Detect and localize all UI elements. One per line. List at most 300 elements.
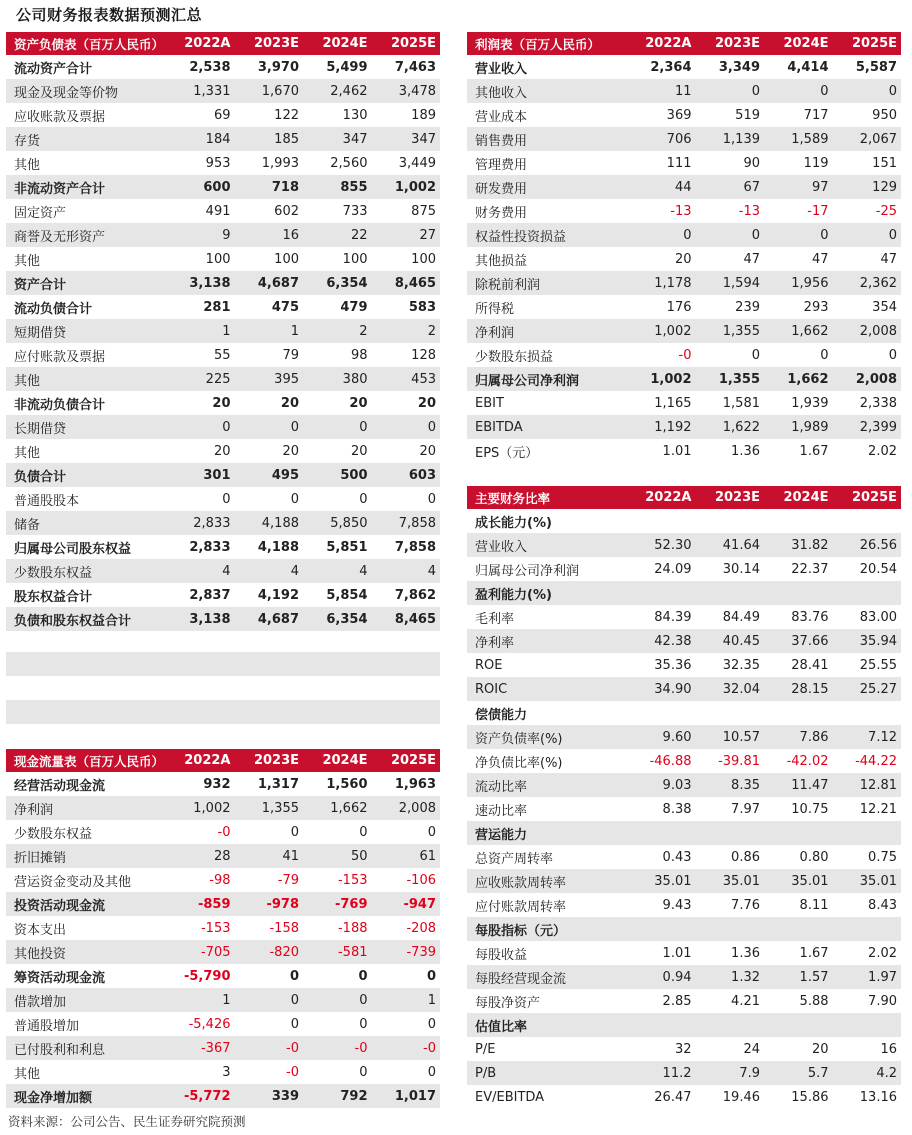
- table-cell: 3,478: [372, 79, 441, 103]
- table-row: [467, 1061, 901, 1085]
- row-label: 储备: [6, 511, 166, 535]
- table-cell: [627, 509, 696, 533]
- row-label: 净利润: [6, 796, 166, 820]
- row-label: EPS（元）: [475, 445, 539, 461]
- table-row: [467, 533, 901, 557]
- row-label: 每股经营现金流: [467, 965, 627, 989]
- table-cell: 1.01: [662, 945, 692, 961]
- table-row: [6, 319, 440, 343]
- table-cell: 0: [372, 415, 441, 439]
- table-cell: 7,858: [394, 539, 436, 555]
- table-cell: 717: [803, 107, 829, 123]
- table-cell: 1,662: [764, 319, 833, 343]
- table-cell: 100: [274, 251, 299, 267]
- row-label: 现金净增加额: [6, 1084, 166, 1108]
- table-row: [6, 892, 440, 916]
- row-label: 研发费用: [467, 175, 627, 199]
- balance-sheet-table: [6, 32, 440, 631]
- table-row: [6, 844, 440, 868]
- column-header: 2022A: [627, 486, 696, 509]
- table-cell: -158: [269, 920, 299, 936]
- table-cell: -0: [217, 824, 231, 840]
- table-cell: 84.39: [654, 609, 692, 625]
- table-cell: 1,662: [764, 367, 833, 391]
- table-cell: 347: [303, 127, 372, 151]
- row-label: 其他损益: [475, 253, 528, 269]
- row-label: 非流动资产合计: [6, 175, 166, 199]
- table-row: [467, 151, 901, 175]
- table-cell: 0: [358, 968, 368, 984]
- table-cell: 100: [342, 251, 368, 267]
- table-cell: 1,993: [261, 155, 299, 171]
- table-row: [6, 1012, 440, 1036]
- row-label: 营业收入: [467, 533, 627, 557]
- row-label: 归属母公司净利润: [475, 563, 580, 579]
- table-cell: 1,989: [764, 415, 833, 439]
- table-cell: [833, 821, 902, 845]
- row-label: 资产合计: [6, 271, 166, 295]
- table-cell: 0: [764, 79, 833, 103]
- table-cell: -367: [166, 1036, 235, 1060]
- table-row: [6, 1036, 440, 1060]
- table-row: [6, 559, 440, 583]
- table-cell: -5,426: [188, 1016, 231, 1032]
- table-cell: 2,538: [189, 59, 231, 75]
- table-cell: 2.85: [662, 993, 692, 1009]
- table-cell: [764, 509, 833, 533]
- table-cell: 83.76: [791, 609, 829, 625]
- table-cell: 20: [282, 443, 299, 459]
- row-label: 速动比率: [475, 803, 528, 819]
- table-row: [6, 199, 440, 223]
- row-label: 非流动负债合计: [14, 397, 106, 413]
- table-row: [467, 223, 901, 247]
- table-cell: 0: [427, 1016, 436, 1032]
- table-row: [6, 127, 440, 151]
- table-cell: 603: [372, 463, 441, 487]
- table-cell: 9.43: [662, 897, 692, 913]
- table-cell: 0: [751, 347, 760, 363]
- table-row: [467, 319, 901, 343]
- table-cell: 0: [696, 223, 765, 247]
- table-row: [467, 271, 901, 295]
- table-cell: 47: [880, 251, 897, 267]
- row-label: 销售费用: [467, 127, 627, 151]
- table-cell: 5,854: [326, 587, 368, 603]
- table-cell: 395: [235, 367, 304, 391]
- column-header: 2025E: [833, 486, 902, 509]
- table-cell: 354: [872, 299, 897, 315]
- table-cell: 1,017: [372, 1084, 441, 1108]
- column-header: 2024E: [764, 486, 833, 509]
- table-cell: 0.75: [868, 849, 897, 865]
- table-cell: 98: [350, 347, 368, 363]
- table-cell: 20: [213, 443, 231, 459]
- row-label: 归属母公司股东权益: [14, 541, 132, 557]
- table-cell: 4,188: [235, 511, 304, 535]
- row-label: 流动比率: [467, 773, 627, 797]
- table-cell: 35.01: [764, 869, 833, 893]
- table-cell: -0: [235, 1036, 304, 1060]
- table-cell: 189: [411, 107, 436, 123]
- table-row: [6, 487, 440, 511]
- table-cell: 52.30: [627, 533, 696, 557]
- table-cell: -5,790: [183, 968, 231, 984]
- table-header-row: [467, 32, 901, 55]
- table-row: [467, 701, 901, 725]
- table-cell: 4.21: [731, 993, 760, 1009]
- column-header: 2023E: [235, 32, 304, 55]
- table-cell: 1.67: [799, 945, 829, 961]
- table-cell: 583: [408, 299, 436, 315]
- table-cell: 4: [235, 559, 304, 583]
- table-cell: 7.90: [868, 993, 897, 1009]
- table-cell: 34.90: [627, 677, 696, 701]
- table-cell: 122: [274, 107, 299, 123]
- row-label: P/B: [467, 1061, 627, 1085]
- table-cell: 11.47: [764, 773, 833, 797]
- table-row: [467, 821, 901, 845]
- table-cell: -17: [807, 203, 829, 219]
- table-cell: 30.14: [722, 561, 760, 577]
- table-row: [467, 629, 901, 653]
- row-label: 固定资产: [14, 205, 67, 221]
- table-row: [467, 845, 901, 869]
- table-cell: 37.66: [764, 629, 833, 653]
- row-label: 负债和股东权益合计: [6, 607, 166, 631]
- table-cell: -153: [200, 920, 231, 936]
- table-cell: 0: [427, 1064, 436, 1080]
- table-cell: 0: [426, 968, 436, 984]
- table-cell: -0: [286, 1064, 299, 1080]
- row-label: 普通股增加: [14, 1018, 80, 1034]
- table-cell: 0: [289, 968, 299, 984]
- table-cell: 13.16: [859, 1089, 897, 1105]
- table-cell: -581: [303, 940, 372, 964]
- table-cell: 47: [743, 251, 760, 267]
- table-row: [6, 463, 440, 487]
- table-cell: 225: [166, 367, 235, 391]
- table-cell: 1,139: [696, 127, 765, 151]
- table-cell: 35.36: [654, 657, 692, 673]
- table-cell: 9: [166, 223, 235, 247]
- table-row: [467, 391, 901, 415]
- table-cell: 0: [888, 347, 897, 363]
- table-cell: 5,851: [326, 539, 368, 555]
- row-label: 少数股东损益: [475, 349, 554, 365]
- row-label: 毛利率: [475, 611, 515, 627]
- table-row: [467, 509, 901, 533]
- table-cell: [696, 509, 765, 533]
- table-cell: 2,833: [166, 511, 235, 535]
- table-row: [467, 797, 901, 821]
- column-header: 2023E: [235, 749, 304, 772]
- table-cell: 9.03: [627, 773, 696, 797]
- table-cell: 9.60: [627, 725, 696, 749]
- table-cell: 0: [696, 79, 765, 103]
- ratios-table: [467, 486, 901, 1109]
- table-cell: 20: [419, 443, 436, 459]
- table-cell: 8.38: [662, 801, 692, 817]
- row-label: 净负债比率(%): [475, 755, 563, 771]
- table-cell: 0: [820, 347, 829, 363]
- table-cell: 1,002: [627, 367, 696, 391]
- table-cell: 5.7: [764, 1061, 833, 1085]
- table-cell: 1,192: [627, 415, 696, 439]
- table-cell: -25: [875, 203, 897, 219]
- table-cell: 8,465: [372, 607, 441, 631]
- table-cell: 19.46: [722, 1089, 760, 1105]
- table-cell: 8,465: [372, 271, 441, 295]
- table-cell: 239: [735, 299, 760, 315]
- table-cell: 47: [811, 251, 829, 267]
- row-label: 净利润: [467, 319, 627, 343]
- table-cell: 2,067: [833, 127, 902, 151]
- table-row: [467, 605, 901, 629]
- table-cell: 453: [372, 367, 441, 391]
- column-header: 2022A: [627, 32, 696, 55]
- table-cell: -106: [406, 872, 436, 888]
- table-cell: 602: [274, 203, 299, 219]
- table-cell: [764, 917, 833, 941]
- row-label: ROE: [475, 657, 503, 673]
- table-cell: 4: [166, 559, 235, 583]
- table-row: [467, 677, 901, 701]
- row-label: 流动负债合计: [14, 301, 93, 317]
- table-row: [467, 581, 901, 605]
- table-cell: 1,355: [696, 367, 765, 391]
- table-cell: 20: [212, 395, 231, 411]
- table-cell: [696, 917, 765, 941]
- table-cell: 26.47: [654, 1089, 692, 1105]
- table-cell: 479: [340, 299, 368, 315]
- table-cell: 1,956: [764, 271, 833, 295]
- table-cell: 26.56: [833, 533, 902, 557]
- table-cell: 90: [743, 155, 760, 171]
- table-cell: 1,002: [372, 175, 441, 199]
- table-cell: 1,331: [166, 79, 235, 103]
- table-cell: 301: [166, 463, 235, 487]
- row-label: 每股指标（元）: [467, 917, 627, 941]
- table-cell: [696, 1013, 765, 1037]
- column-header: 2023E: [696, 486, 765, 509]
- table-cell: 2,008: [833, 319, 902, 343]
- table-cell: 7.9: [696, 1061, 765, 1085]
- column-header: 2022A: [166, 749, 235, 772]
- column-header: 2025E: [833, 32, 902, 55]
- table-cell: 2,364: [650, 59, 692, 75]
- row-label: 每股净资产: [475, 995, 541, 1011]
- row-label: 营运资金变动及其他: [14, 874, 132, 890]
- table-cell: -79: [277, 872, 299, 888]
- table-cell: 10.57: [696, 725, 765, 749]
- row-label: 应付账款及票据: [14, 349, 106, 365]
- table-cell: -978: [235, 892, 304, 916]
- row-label: 总资产周转率: [475, 851, 554, 867]
- table-cell: 0: [359, 1064, 368, 1080]
- table-cell: -0: [678, 347, 692, 363]
- table-row: [467, 1085, 901, 1109]
- table-cell: 7.86: [764, 725, 833, 749]
- table-header-row: [467, 486, 901, 509]
- table-row: [467, 247, 901, 271]
- table-row: [467, 199, 901, 223]
- table-row: [6, 391, 440, 415]
- table-row: [467, 917, 901, 941]
- table-cell: -0: [372, 1036, 441, 1060]
- table-cell: 185: [235, 127, 304, 151]
- table-cell: 2.02: [868, 443, 897, 459]
- table-header-row: [6, 749, 440, 772]
- row-label: 普通股股本: [14, 493, 80, 509]
- table-cell: -188: [337, 920, 368, 936]
- table-cell: 1: [235, 319, 304, 343]
- row-label: 商誉及无形资产: [6, 223, 166, 247]
- table-cell: 495: [235, 463, 304, 487]
- table-cell: 27: [372, 223, 441, 247]
- table-cell: [833, 917, 902, 941]
- table-cell: 2: [372, 319, 441, 343]
- table-cell: 491: [205, 203, 231, 219]
- table-cell: [833, 701, 902, 725]
- table-cell: 2,399: [833, 415, 902, 439]
- table-row: [467, 295, 901, 319]
- income-statement-table: [467, 32, 901, 463]
- table-cell: [764, 701, 833, 725]
- table-cell: 369: [666, 107, 692, 123]
- row-label: 管理费用: [475, 157, 528, 173]
- table-cell: 20: [280, 395, 299, 411]
- table-cell: 25.27: [833, 677, 902, 701]
- table-row: [6, 367, 440, 391]
- table-cell: 35.01: [696, 869, 765, 893]
- row-label: 资产负债率(%): [467, 725, 627, 749]
- table-cell: 0.43: [662, 849, 692, 865]
- table-cell: 0: [166, 415, 235, 439]
- row-label: 经营活动现金流: [14, 778, 106, 794]
- table-cell: 1,002: [166, 796, 235, 820]
- table-cell: 0: [359, 824, 368, 840]
- row-label: 营业收入: [475, 61, 528, 77]
- row-label: EV/EBITDA: [475, 1089, 545, 1105]
- table-cell: 0.86: [731, 849, 760, 865]
- table-cell: 950: [872, 107, 897, 123]
- table-cell: 281: [203, 299, 231, 315]
- table-cell: 20: [417, 395, 436, 411]
- table-cell: 475: [271, 299, 299, 315]
- row-label: 应付账款周转率: [475, 899, 567, 915]
- table-cell: -98: [209, 872, 231, 888]
- table-cell: 1,622: [696, 415, 765, 439]
- table-cell: 0: [427, 491, 436, 507]
- table-cell: 6,354: [303, 607, 372, 631]
- table-cell: 7,463: [394, 59, 436, 75]
- row-label: 负债合计: [6, 463, 166, 487]
- table-cell: 7,862: [394, 587, 436, 603]
- table-cell: 2,837: [189, 587, 231, 603]
- table-cell: 600: [166, 175, 235, 199]
- table-cell: 1,002: [627, 319, 696, 343]
- table-cell: 4,188: [257, 539, 299, 555]
- table-cell: 0: [222, 491, 231, 507]
- table-row: [6, 1060, 440, 1084]
- table-cell: 5,850: [303, 511, 372, 535]
- table-cell: 0: [235, 988, 304, 1012]
- table-row: [6, 535, 440, 559]
- row-label: 少数股东权益: [6, 559, 166, 583]
- table-cell: 5,587: [855, 59, 897, 75]
- table-cell: 519: [735, 107, 760, 123]
- table-cell: 1,178: [627, 271, 696, 295]
- table-cell: 0: [627, 223, 696, 247]
- table-cell: [696, 581, 765, 605]
- table-cell: 28.41: [791, 657, 829, 673]
- table-row: [6, 247, 440, 271]
- table-cell: 20.54: [859, 561, 897, 577]
- table-cell: 7,858: [372, 511, 441, 535]
- column-header: 2024E: [764, 32, 833, 55]
- table-cell: 151: [872, 155, 897, 171]
- table-title: 主要财务比率: [467, 486, 627, 509]
- table-cell: -739: [372, 940, 441, 964]
- table-cell: 8.43: [868, 897, 897, 913]
- table-cell: 1,594: [696, 271, 765, 295]
- table-row: [467, 773, 901, 797]
- row-label: 其他收入: [467, 79, 627, 103]
- table-cell: 5,499: [326, 59, 368, 75]
- table-cell: 792: [303, 1084, 372, 1108]
- table-cell: 41.64: [696, 533, 765, 557]
- filler-bar: [6, 700, 440, 724]
- table-cell: 1,939: [791, 395, 829, 411]
- table-cell: 32.35: [722, 657, 760, 673]
- row-label: 营业成本: [475, 109, 528, 125]
- table-cell: 1,165: [654, 395, 692, 411]
- table-cell: 79: [282, 347, 299, 363]
- table-cell: 2,362: [833, 271, 902, 295]
- table-cell: 4,192: [257, 587, 299, 603]
- table-cell: 5.88: [799, 993, 829, 1009]
- table-cell: 83.00: [859, 609, 897, 625]
- table-cell: 1,662: [303, 796, 372, 820]
- row-label: 成长能力(%): [475, 515, 552, 531]
- table-cell: 20: [674, 251, 692, 267]
- table-cell: 0: [359, 1016, 368, 1032]
- table-cell: 22.37: [791, 561, 829, 577]
- row-label: 其他: [14, 253, 41, 269]
- table-cell: 2,833: [189, 539, 231, 555]
- table-cell: 15.86: [791, 1089, 829, 1105]
- table-cell: 20: [350, 443, 368, 459]
- row-label: 应收账款周转率: [467, 869, 627, 893]
- table-header-row: [6, 32, 440, 55]
- table-title: 利润表（百万人民币）: [467, 32, 627, 55]
- row-label: 营运能力: [467, 821, 627, 845]
- table-cell: 0: [290, 1016, 299, 1032]
- table-cell: 11.2: [627, 1061, 696, 1085]
- table-cell: 16: [880, 1041, 897, 1057]
- table-cell: 35.01: [833, 869, 902, 893]
- table-row: [467, 869, 901, 893]
- table-cell: 4: [303, 559, 372, 583]
- table-cell: 8.11: [799, 897, 829, 913]
- table-row: [6, 964, 440, 988]
- table-cell: -859: [166, 892, 235, 916]
- table-cell: 7.76: [731, 897, 760, 913]
- table-row: [467, 415, 901, 439]
- table-cell: 1.67: [799, 443, 829, 459]
- table-row: [467, 749, 901, 773]
